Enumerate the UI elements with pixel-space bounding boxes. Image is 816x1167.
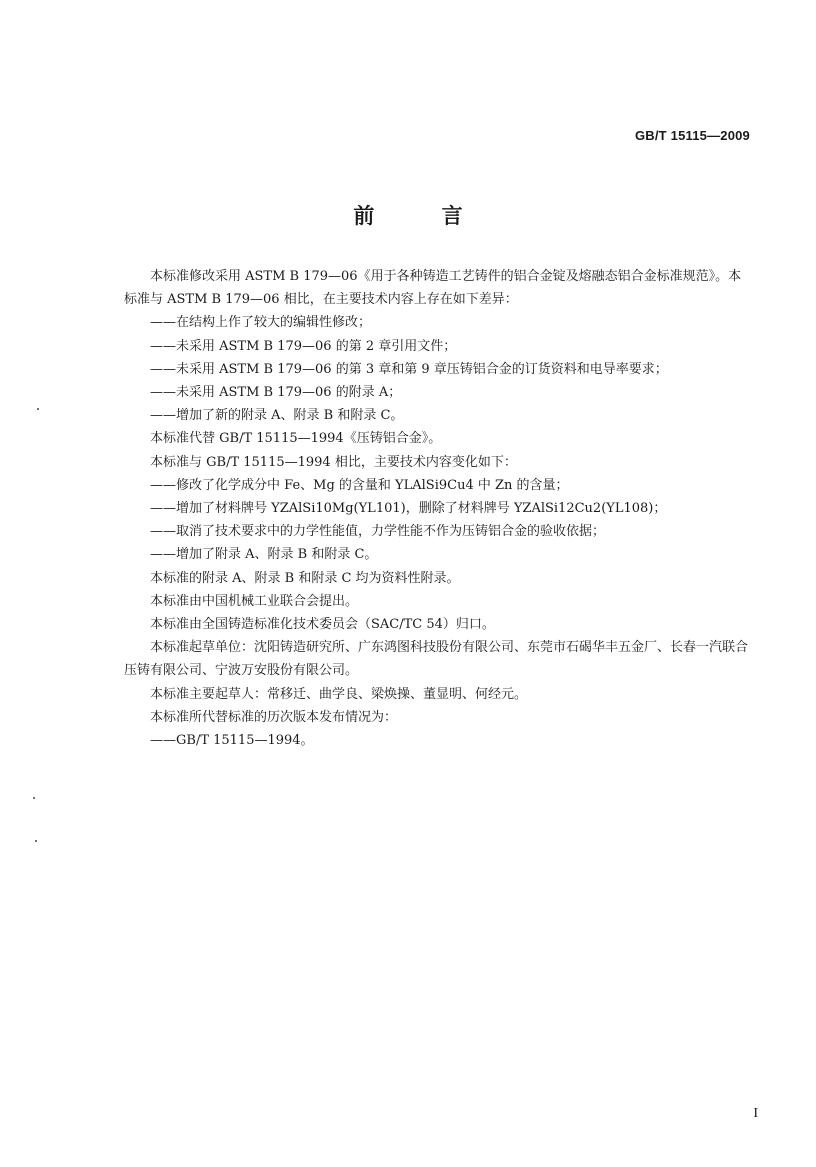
paragraph: ——增加了材料牌号 YZAlSi10Mg(YL101)，删除了材料牌号 YZAlSi12Cu2(YL108)； <box>150 501 667 517</box>
paragraph: 本标准主要起草人：常移迁、曲学良、梁焕操、董显明、何经元。 <box>150 686 528 702</box>
paragraph: 本标准由全国铸造标准化技术委员会（SAC/TC 54）归口。 <box>150 617 495 633</box>
paragraph: ——修改了化学成分中 Fe、Mg 的含量和 YLAlSi9Cu4 中 Zn 的含量； <box>150 477 569 493</box>
scan-speck <box>33 797 35 799</box>
paragraph: 本标准代替 GB/T 15115—1994《压铸铝合金》。 <box>150 431 442 447</box>
standard-code: GB/T 15115—2009 <box>634 128 750 143</box>
paragraph: 本标准修改采用 ASTM B 179—06《用于各种铸造工艺铸件的铝合金锭及熔融态铝合金标准规范》。本标准与 ASTM B 179—06 相比，在主要技术内容上存在如下差异： <box>124 269 742 308</box>
paragraph: ——未采用 ASTM B 179—06 的附录 A； <box>150 385 402 401</box>
paragraph: ——取消了技术要求中的力学性能值，力学性能不作为压铸铝合金的验收依据； <box>150 524 606 540</box>
page-title: 前 言 <box>353 204 493 228</box>
paragraph: ——未采用 ASTM B 179—06 的第 3 章和第 9 章压铸铝合金的订货资料和电导率要求； <box>150 361 668 377</box>
paragraph: 本标准与 GB/T 15115—1994 相比，主要技术内容变化如下： <box>150 454 517 470</box>
paragraph: ——增加了附录 A、附录 B 和附录 C。 <box>150 547 378 563</box>
paragraph: 本标准起草单位：沈阳铸造研究所、广东鸿图科技股份有限公司、东莞市石碣华丰五金厂、长春一汽联合压铸有限公司、宁波万安股份有限公司。 <box>124 640 749 679</box>
scan-speck <box>37 408 39 410</box>
page-number: I <box>753 1106 758 1121</box>
scan-speck <box>35 840 37 842</box>
paragraph: ——在结构上作了较大的编辑性修改； <box>150 315 372 331</box>
paragraph: 本标准的附录 A、附录 B 和附录 C 均为资料性附录。 <box>150 570 460 586</box>
paragraph: ——未采用 ASTM B 179—06 的第 2 章引用文件； <box>150 338 457 354</box>
paragraph: 本标准所代替标准的历次版本发布情况为： <box>150 709 398 725</box>
foreword-body <box>124 265 750 752</box>
paragraph: 本标准由中国机械工业联合会提出。 <box>150 593 359 609</box>
paragraph: ——增加了新的附录 A、附录 B 和附录 C。 <box>150 408 404 424</box>
paragraph: ——GB/T 15115—1994。 <box>150 733 314 749</box>
